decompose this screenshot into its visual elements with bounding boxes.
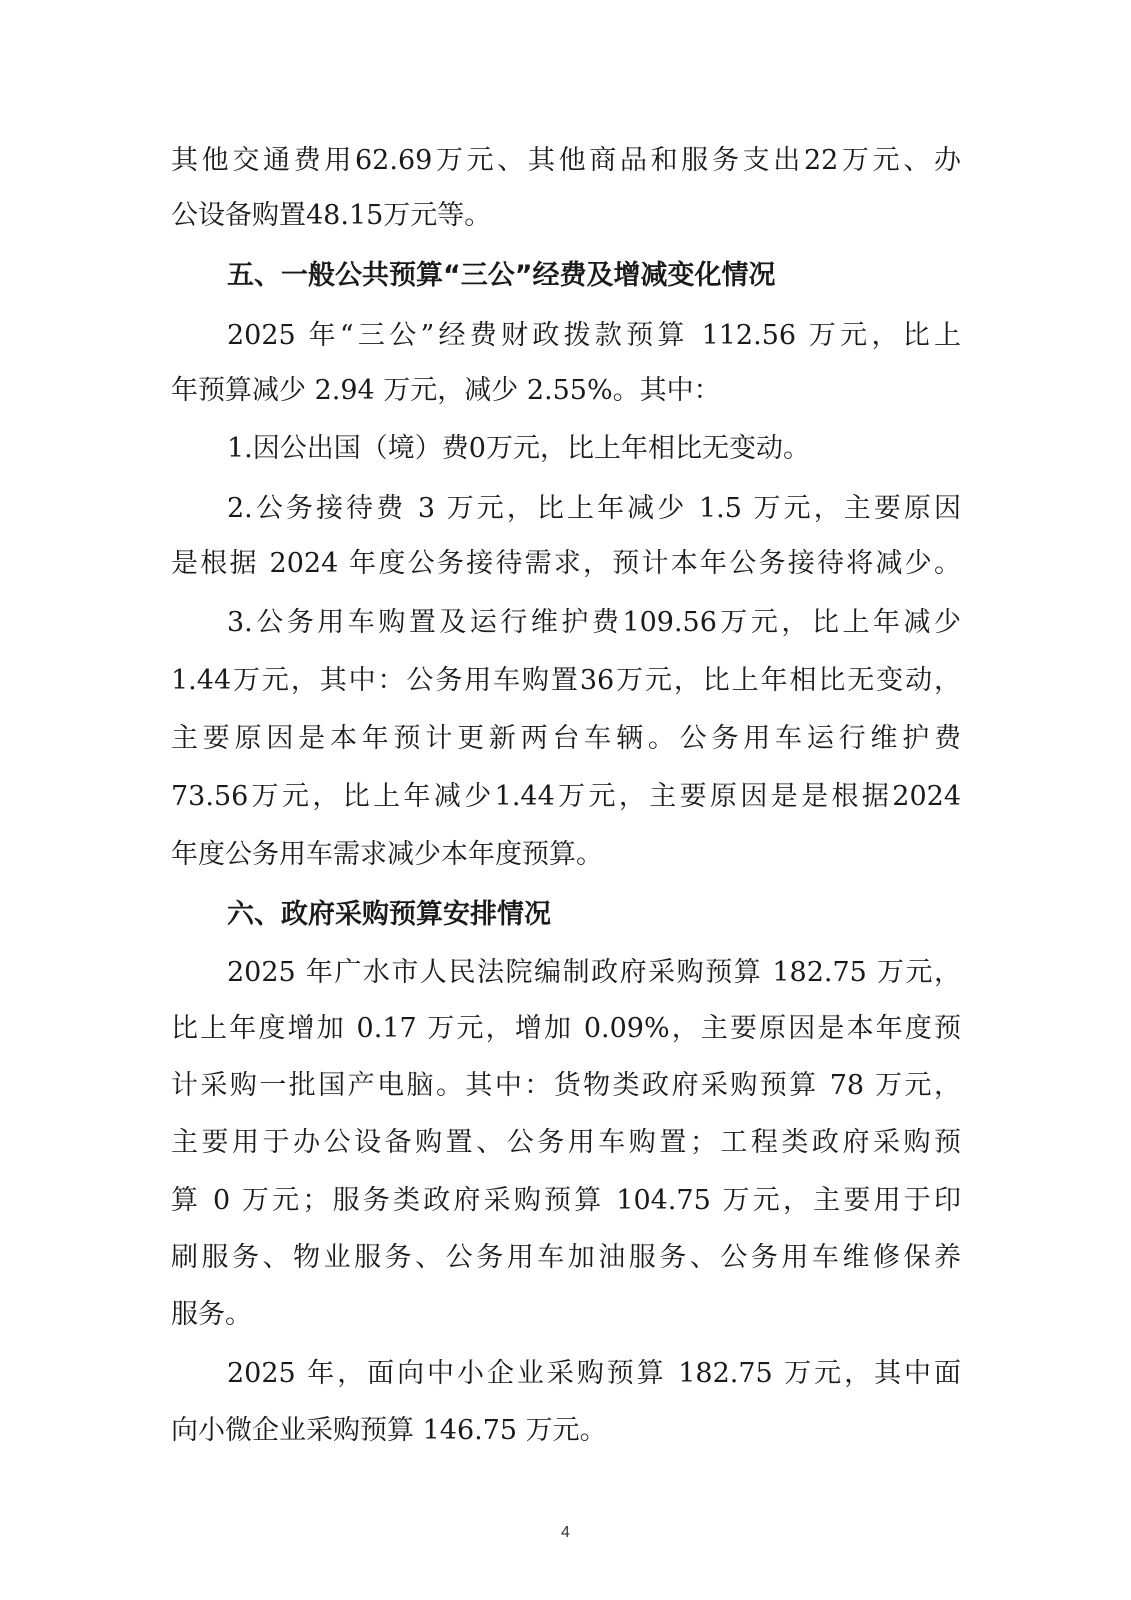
paragraph-line: 刷服务、物业服务、公务用车加油服务、公务用车维修保养 [171, 1242, 961, 1273]
paragraph-line: 计采购一批国产电脑。其中：货物类政府采购预算 78 万元， [171, 1070, 961, 1101]
paragraph-line: 2025 年“三公”经费财政拨款预算 112.56 万元，比上 [227, 320, 961, 351]
page-number: 4 [561, 1524, 570, 1541]
paragraph-line: 算 0 万元；服务类政府采购预算 104.75 万元，主要用于印 [171, 1185, 961, 1216]
paragraph-line: 主要原因是本年预计更新两台车辆。公务用车运行维护费 [171, 723, 961, 754]
section-heading-five: 五、一般公共预算“三公”经费及增减变化情况 [227, 260, 776, 291]
paragraph-line: 其他交通费用62.69万元、其他商品和服务支出22万元、办 [171, 145, 961, 176]
paragraph-line: 年预算减少 2.94 万元，减少 2.55%。其中： [171, 375, 721, 406]
section-heading-six: 六、政府采购预算安排情况 [227, 899, 551, 930]
paragraph-line: 服务。 [171, 1299, 252, 1330]
paragraph-line: 73.56万元，比上年减少1.44万元，主要原因是是根据2024 [171, 781, 961, 812]
list-item-3: 3.公务用车购置及运行维护费109.56万元，比上年减少 [227, 607, 961, 638]
paragraph-line: 公设备购置48.15万元等。 [171, 200, 492, 231]
paragraph-line: 比上年度增加 0.17 万元，增加 0.09%，主要原因是本年度预 [171, 1013, 961, 1044]
list-item-1: 1.因公出国（境）费0万元，比上年相比无变动。 [227, 433, 810, 464]
paragraph-line: 向小微企业采购预算 146.75 万元。 [171, 1415, 607, 1446]
paragraph-line: 1.44万元，其中：公务用车购置36万元，比上年相比无变动， [171, 665, 961, 696]
paragraph-line: 2025 年广水市人民法院编制政府采购预算 182.75 万元， [227, 957, 961, 988]
list-item-2: 2.公务接待费 3 万元，比上年减少 1.5 万元，主要原因 [227, 493, 961, 524]
paragraph-line: 年度公务用车需求减少本年度预算。 [171, 839, 603, 870]
paragraph-line: 2025 年，面向中小企业采购预算 182.75 万元，其中面 [227, 1358, 961, 1389]
paragraph-line: 是根据 2024 年度公务接待需求，预计本年公务接待将减少。 [171, 548, 961, 579]
paragraph-line: 主要用于办公设备购置、公务用车购置；工程类政府采购预 [171, 1127, 961, 1158]
